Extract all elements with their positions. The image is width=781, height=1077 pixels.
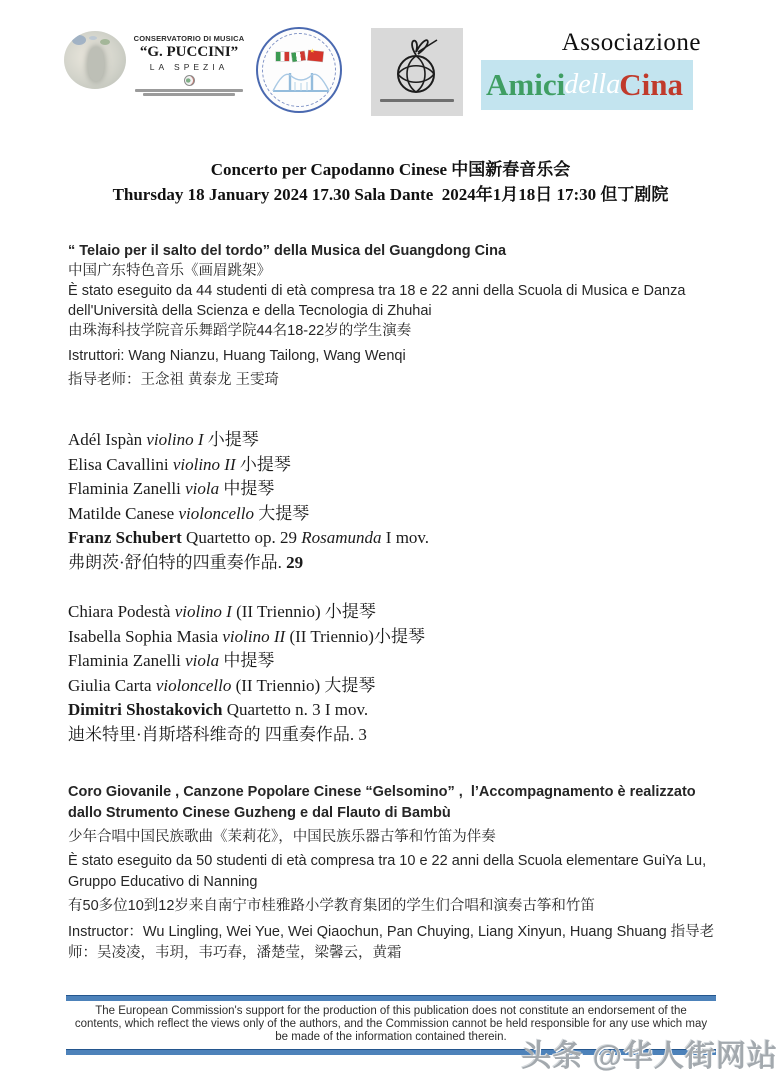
program-line: Giulia Carta violoncello (II Triennio) 大提琴 xyxy=(68,675,376,695)
eu-disclaimer-text: The European Commission's support for the production of this publication does not constitute an endorsement of the contents, which reflect the views only of the authors, and the Commission cannot be held responsible for any use which may be made of the information contained therein. xyxy=(74,1005,708,1043)
program-line: Franz Schubert Quartetto op. 29 Rosamunda I mov. xyxy=(68,528,430,547)
italy-china-friendship-badge xyxy=(256,27,342,113)
program-line: 中国广东特色音乐《画眉跳架》 xyxy=(68,263,271,279)
program-line: Istruttori: Wang Nianzu, Huang Tailong, Wang Wenqi xyxy=(68,348,406,364)
micro-text-placeholder xyxy=(143,93,235,96)
section-schubert-quartet xyxy=(68,428,723,575)
program-line: Flaminia Zanelli viola 中提琴 xyxy=(68,479,275,498)
bridge-icon xyxy=(271,65,331,95)
program-line: Coro Giovanile , Canzone Popolare Cinese “Gelsomino” , l’Accompagnamento è realizzato dallo Strumento Cinese Guzheng e dal Flauto di Bambù xyxy=(68,784,696,821)
amici-della-cina-logo xyxy=(481,27,713,115)
concert-title-block xyxy=(0,157,781,207)
italian-emblem-icon xyxy=(184,75,195,86)
program-line: 弗朗茨·舒伯特的四重奏作品. 29 xyxy=(68,552,304,572)
wireframe-globe-butterfly-icon xyxy=(385,34,449,96)
program-line: Dimitri Shostakovich Quartetto n. 3 I mov. xyxy=(68,700,369,719)
program-line: 由珠海科技学院音乐舞蹈学院44名18-22岁的学生演奏 xyxy=(68,323,412,339)
italy-flag-icon xyxy=(276,52,289,61)
conservatorio-name-line2: “G. PUCCINI” xyxy=(139,44,239,60)
badge-flags xyxy=(258,48,340,61)
concert-title: Concerto per Capodanno Cinese 中国新春音乐会 xyxy=(210,160,571,179)
program-line: Isabella Sophia Masia violino II (II Triennio)小提琴 xyxy=(68,626,425,646)
micro-text-placeholder xyxy=(380,99,454,102)
program-line: È stato eseguito da 50 studenti di età compresa tra 10 e 22 anni della Scuola elementare GuiYa Lu, Gruppo Educativo di Nanning xyxy=(68,853,711,890)
section-guangdong-music xyxy=(68,241,723,390)
conservatorio-name-line3: LA SPEZIA xyxy=(149,62,229,72)
italy-flag-icon xyxy=(291,51,305,62)
program-line: Matilde Canese violoncello 大提琴 xyxy=(68,503,310,523)
micro-text-placeholder xyxy=(135,89,243,92)
program-line: “ Telaio per il salto del tordo” della Musica del Guangdong Cina xyxy=(68,243,507,259)
amici-della-cina-wordmark xyxy=(481,60,693,110)
cardarelli-institute-logo xyxy=(371,28,463,116)
program-line: Elisa Cavallini violino II 小提琴 xyxy=(68,454,291,474)
program-line: 有50多位10到12岁来自南宁市桂雅路小学教育集团的学生们合唱和演奏古筝和竹笛 xyxy=(68,898,595,914)
watermark-text: 头条 @华人街网站 xyxy=(521,1040,778,1073)
puccini-portrait-image xyxy=(64,31,126,89)
program-line: 指导老师：王念祖 黄泰龙 王雯琦 xyxy=(68,372,280,388)
della-word: della xyxy=(564,69,621,100)
program-line: Chiara Podestà violino I (II Triennio) 小提琴 xyxy=(68,602,376,621)
program-line: 少年合唱中国民族歌曲《茉莉花》，中国民族乐器古筝和竹笛为伴奏 xyxy=(68,829,496,845)
program-line: Flaminia Zanelli viola 中提琴 xyxy=(68,651,275,670)
program-line: Instructor：Wu Lingling, Wei Yue, Wei Qiaochun, Pan Chuying, Liang Xinyun, Huang Shuang 指导老师：吴凌凌，韦玥，韦巧春，潘楚莹，梁馨云，黄霜 xyxy=(68,924,715,961)
amici-word: Amici xyxy=(486,67,566,102)
section-youth-choir xyxy=(68,782,723,964)
china-flag-icon: ★ xyxy=(307,50,323,62)
associazione-label: Associazione xyxy=(561,29,701,56)
program-line: Adél Ispàn violino I 小提琴 xyxy=(68,430,259,449)
program-line: È stato eseguito da 44 studenti di età compresa tra 18 e 22 anni della Scuola di Musica e Danza dell'Università della Scienza e della Tecnologia di Zhuhai xyxy=(68,283,686,319)
cina-word: Cina xyxy=(619,67,683,102)
concert-datetime: Thursday 18 January 2024 17.30 Sala Dante 2024年1月18日 17:30 但丁剧院 xyxy=(112,185,669,204)
program-line: 迪米特里·肖斯塔科维奇的 四重奏作品. 3 xyxy=(68,724,367,744)
section-shostakovich-quartet xyxy=(68,600,723,747)
conservatorio-logo-text xyxy=(133,31,245,97)
conservatorio-name-line1: CONSERVATORIO DI MUSICA xyxy=(133,34,245,43)
conservatorio-puccini-logo xyxy=(64,31,246,97)
header-logos xyxy=(0,27,781,122)
